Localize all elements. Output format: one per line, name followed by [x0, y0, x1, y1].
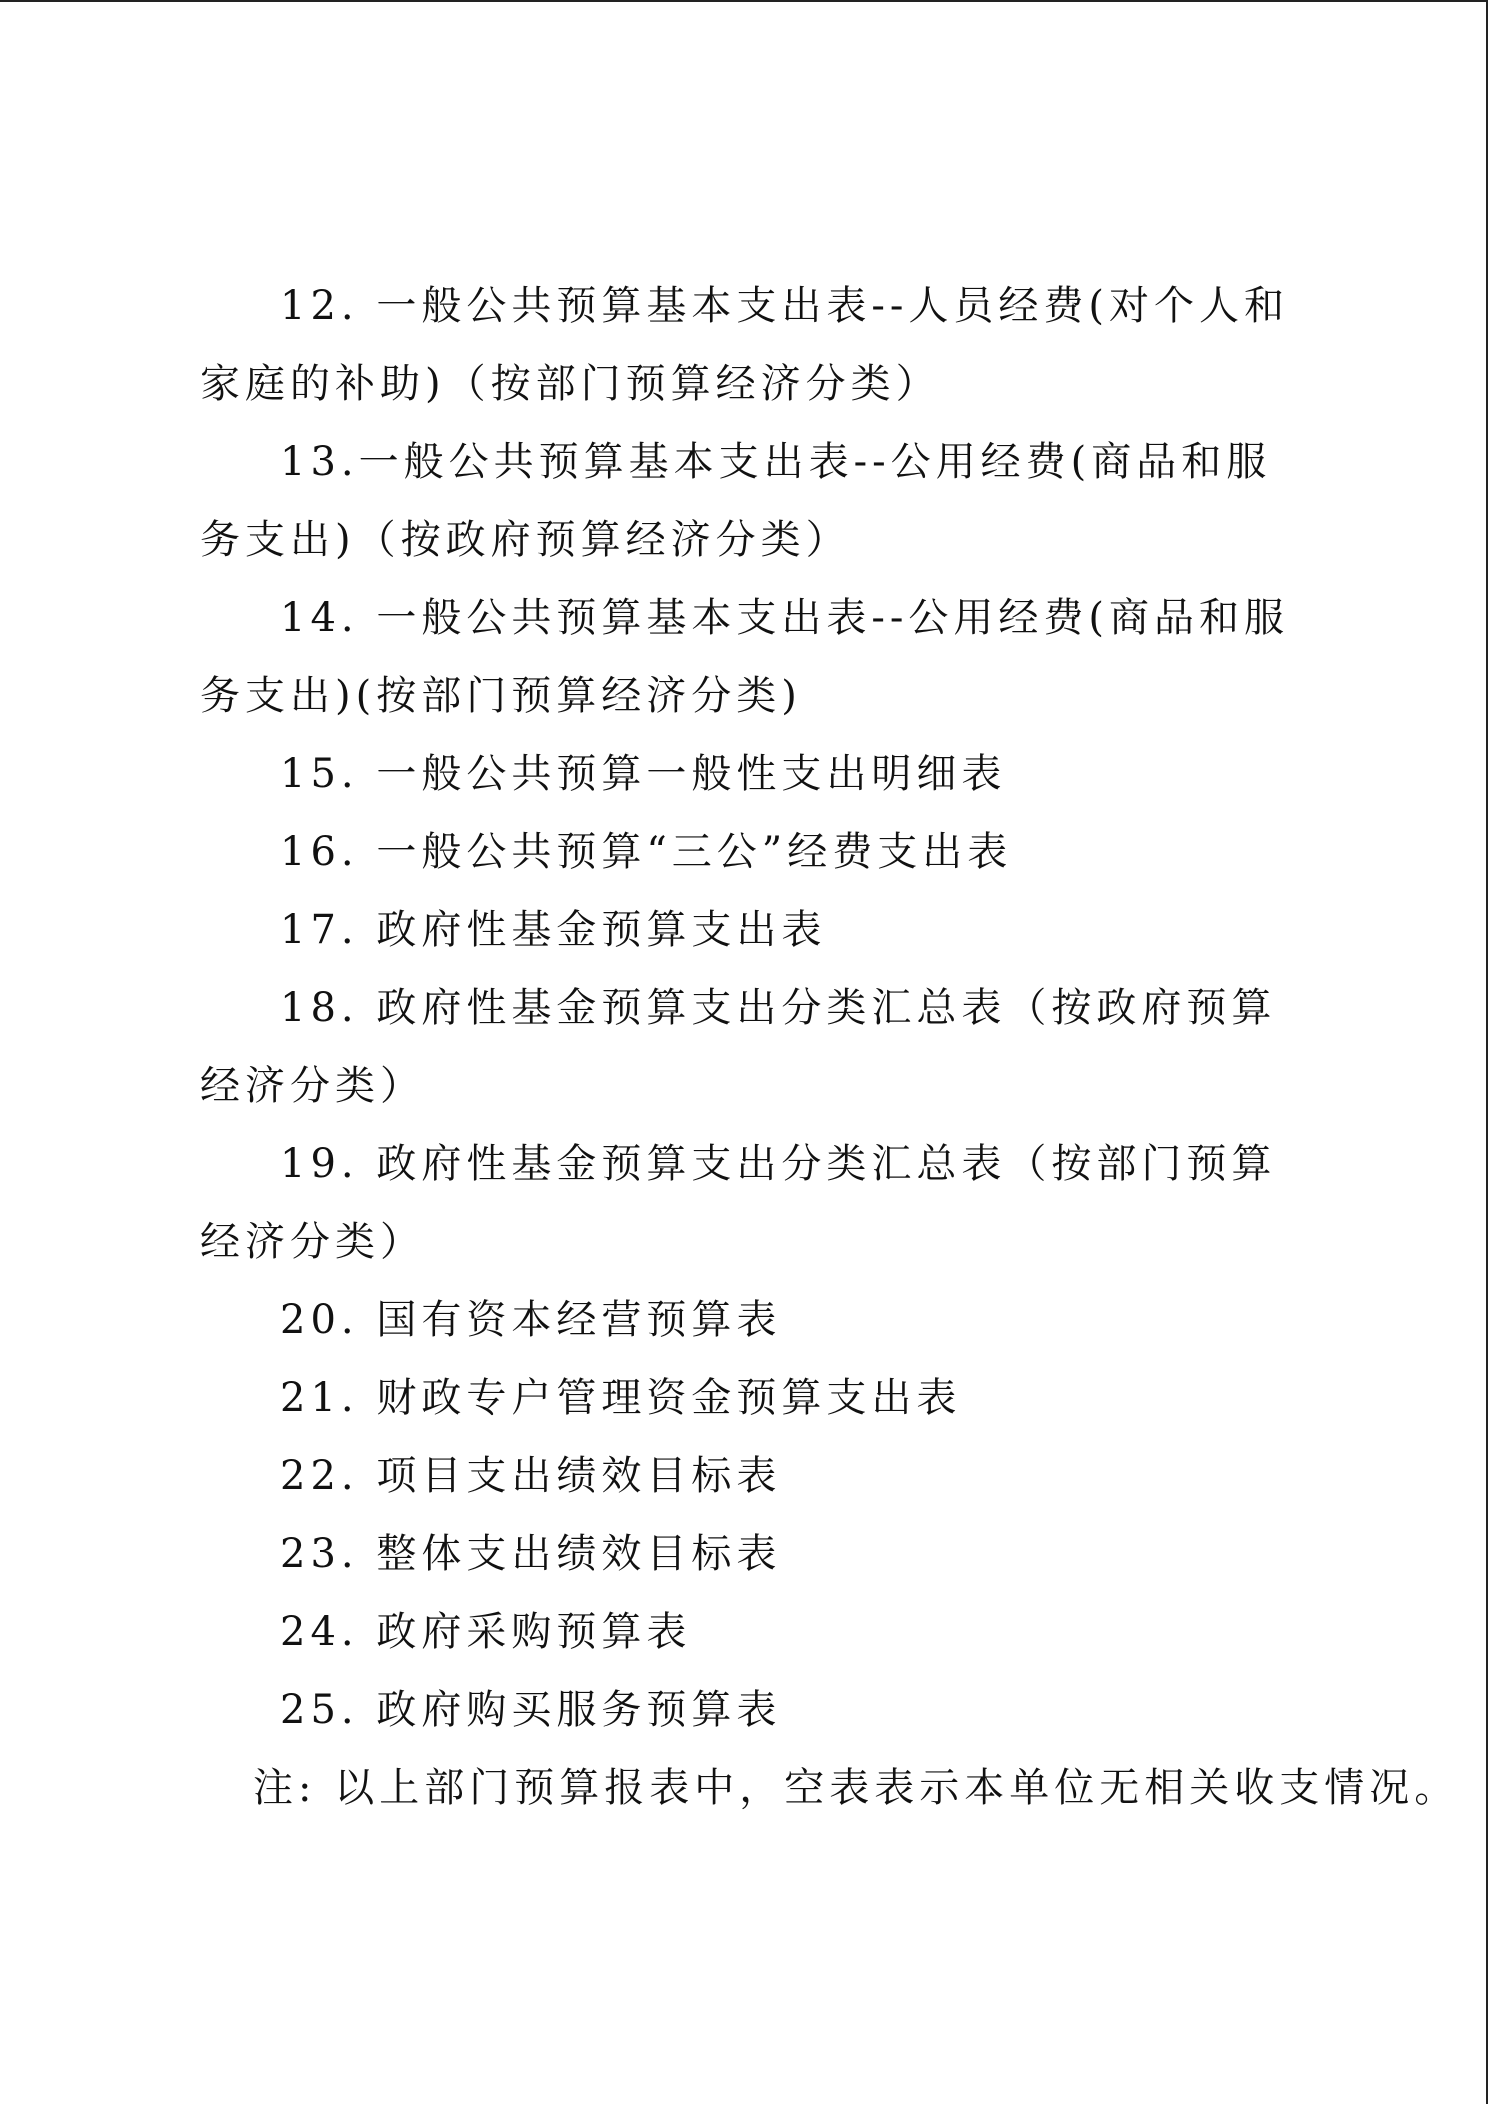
list-item: 12. 一般公共预算基本支出表--人员经费(对个人和家庭的补助)（按部门预算经济分类）: [200, 283, 1289, 407]
list-item: 23. 整体支出绩效目标表: [280, 1531, 782, 1577]
list-item: 17. 政府性基金预算支出表: [280, 907, 827, 953]
list-item: 13.一般公共预算基本支出表--公用经费(商品和服务支出)（按政府预算经济分类）: [200, 439, 1272, 563]
list-item: 21. 财政专户管理资金预算支出表: [280, 1375, 962, 1421]
list-item: 14. 一般公共预算基本支出表--公用经费(商品和服务支出)(按部门预算经济分类): [200, 595, 1289, 719]
list-item: 19. 政府性基金预算支出分类汇总表（按部门预算经济分类）: [200, 1141, 1277, 1265]
footnote: 注: 以上部门预算报表中，空表表示本单位无相关收支情况。: [253, 1765, 1460, 1811]
list-item: 24. 政府采购预算表: [280, 1609, 692, 1655]
list-item: 22. 项目支出绩效目标表: [280, 1453, 782, 1499]
list-item: 18. 政府性基金预算支出分类汇总表（按政府预算经济分类）: [200, 985, 1277, 1109]
report-list: [200, 267, 1460, 1827]
list-item: 15. 一般公共预算一般性支出明细表: [280, 751, 1007, 797]
list-item: 20. 国有资本经营预算表: [280, 1297, 782, 1343]
list-item: 25. 政府购买服务预算表: [280, 1687, 782, 1733]
list-item: 16. 一般公共预算“三公”经费支出表: [280, 829, 1013, 875]
